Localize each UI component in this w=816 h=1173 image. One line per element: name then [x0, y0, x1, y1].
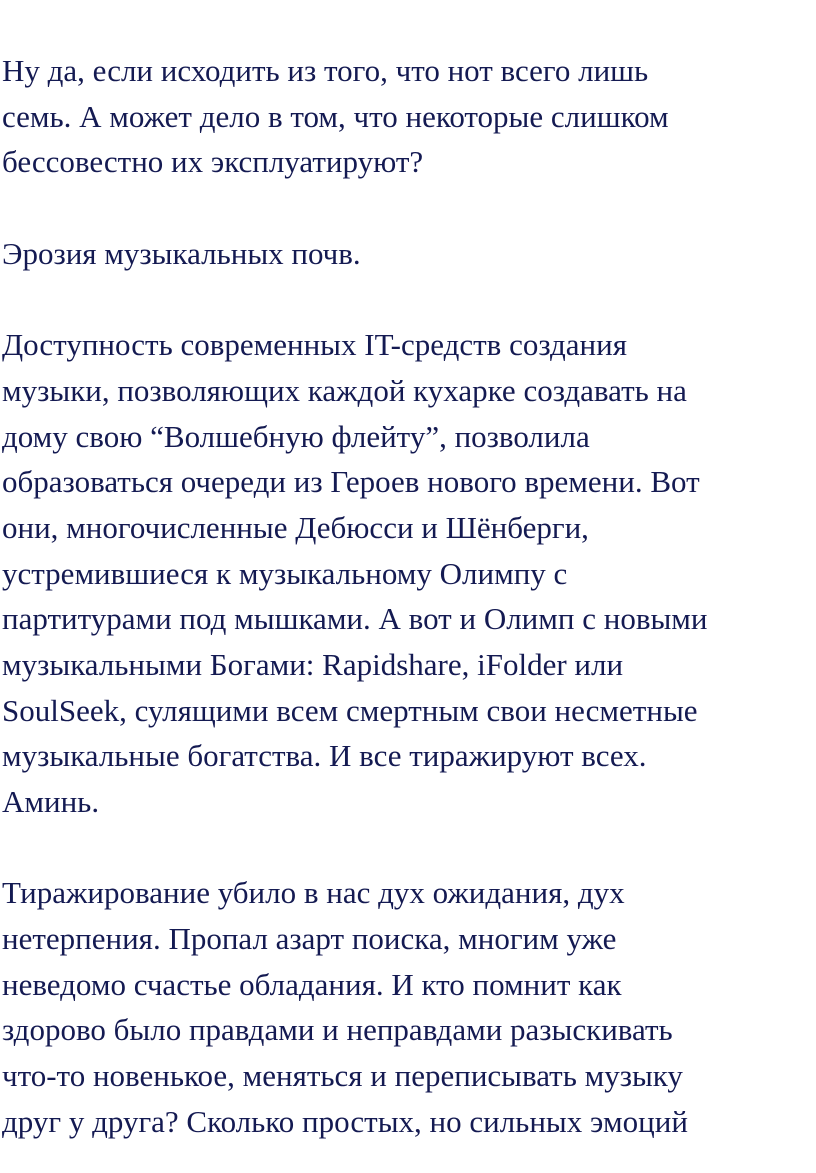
- section-heading: Эрозия музыкальных почв.: [2, 235, 361, 271]
- paragraph-body: [2, 322, 814, 825]
- text-line: устремившиеся к музыкальному Олимпу с: [2, 555, 568, 591]
- paragraph-heading: [2, 231, 814, 277]
- text-line: Тиражирование убило в нас дух ожидания, дух: [2, 875, 625, 911]
- text-line: музыкальными Богами: Rapidshare, iFolder или: [2, 646, 624, 682]
- text-line: партитурами под мышками. А вот и Олимп с новыми: [2, 601, 708, 637]
- text-line: Доступность современных IT-средств создания: [2, 327, 627, 363]
- text-line: что-то новенькое, меняться и переписывать музыку: [2, 1058, 683, 1094]
- paragraph-gap: [2, 185, 814, 231]
- text-line: они, многочисленные Дебюсси и Шёнберги,: [2, 509, 589, 545]
- paragraph-gap: [2, 276, 814, 322]
- text-line: бессовестно их эксплуатируют?: [2, 144, 424, 180]
- text-line: музыкальные богатства. И все тиражируют всех.: [2, 738, 647, 774]
- text-line: нетерпения. Пропал азарт поиска, многим уже: [2, 921, 617, 957]
- text-line: музыки, позволяющих каждой кухарке создавать на: [2, 372, 687, 408]
- paragraph-intro: [2, 48, 814, 185]
- text-line: дому свою “Волшебную флейту”, позволила: [2, 418, 590, 454]
- text-line: здорово было правдами и неправдами разыскивать: [2, 1012, 673, 1048]
- text-line: SoulSeek, сулящими всем смертным свои несметные: [2, 692, 698, 728]
- paragraph-body: [2, 870, 814, 1144]
- paragraph-gap: [2, 825, 814, 871]
- text-line: семь. А может дело в том, что некоторые слишком: [2, 98, 669, 134]
- text-line: неведомо счастье обладания. И кто помнит как: [2, 966, 622, 1002]
- text-line: друг у друга? Сколько простых, но сильных эмоций: [2, 1103, 688, 1139]
- text-line: образоваться очереди из Героев нового времени. Вот: [2, 464, 700, 500]
- text-line: Ну да, если исходить из того, что нот всего лишь: [2, 53, 649, 88]
- document-page: [2, 48, 814, 1145]
- text-line: Аминь.: [2, 784, 100, 819]
